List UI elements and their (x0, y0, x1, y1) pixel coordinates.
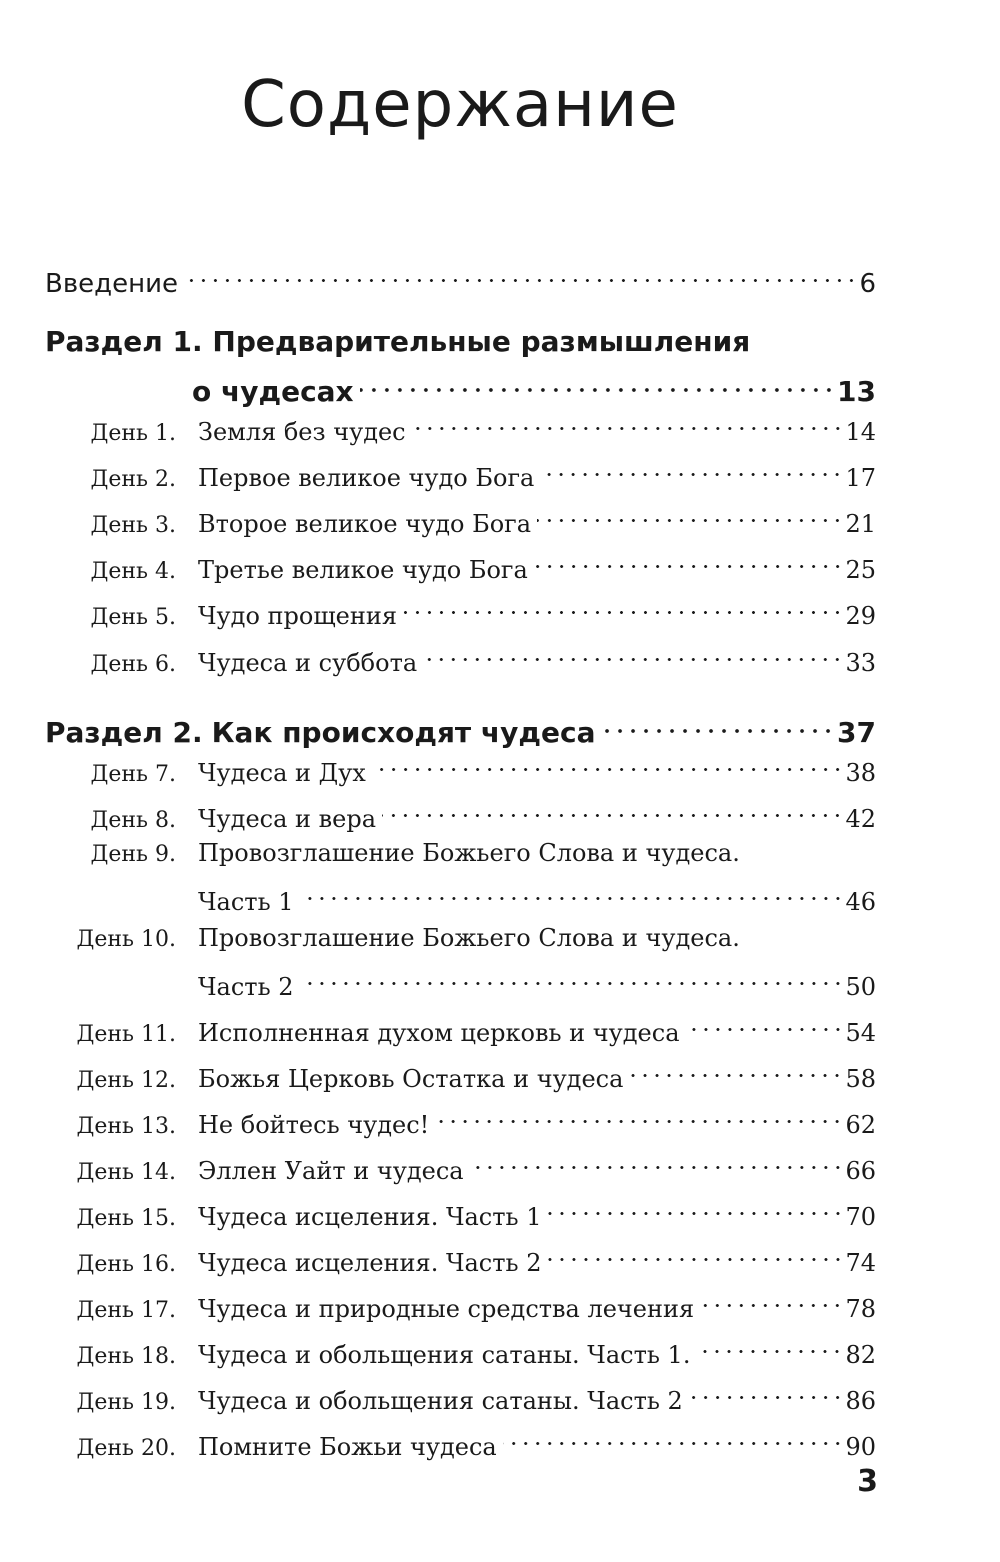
entry-title: Не бойтесь чудес! (198, 1111, 430, 1139)
toc-entry-day-3[interactable] (40, 492, 876, 538)
day-label: День 8. (90, 808, 176, 833)
day-label: День 4. (90, 559, 176, 584)
day-label: День 7. (90, 762, 176, 787)
toc-entry-day-9[interactable] (40, 833, 740, 875)
toc-entry-day-13[interactable] (40, 1093, 876, 1139)
day-label: День 3. (90, 513, 176, 538)
day-label: День 12. (76, 1068, 176, 1093)
page-title: Содержание (241, 68, 679, 142)
page-number: 74 (845, 1249, 876, 1277)
entry-title: Чудеса исцеления. Часть 1 (198, 1203, 542, 1231)
page-number: 38 (845, 759, 876, 787)
toc-entry-day-12[interactable] (40, 1047, 876, 1093)
dot-leader (548, 1231, 844, 1271)
entry-title: Первое великое чудо Бога (198, 464, 535, 492)
toc-entry-day-19[interactable] (40, 1369, 876, 1415)
toc-entry-day-16[interactable] (40, 1231, 876, 1277)
section-2-heading[interactable] (45, 702, 876, 749)
page-number: 66 (845, 1157, 876, 1185)
toc-entry-day-7[interactable] (40, 741, 876, 787)
page-number: 14 (845, 418, 876, 446)
page-number: 62 (845, 1111, 876, 1139)
entry-title: Третье великое чудо Бога (198, 556, 528, 584)
page-number: 54 (845, 1019, 876, 1047)
toc-entry-day-20[interactable] (40, 1415, 876, 1461)
day-label: День 2. (90, 467, 176, 492)
page-number: 25 (845, 556, 876, 584)
entry-title: Чудеса и суббота (198, 649, 418, 677)
page-number: 90 (845, 1433, 876, 1461)
dot-leader (423, 631, 843, 671)
entry-title: Помните Божьи чудеса (198, 1433, 497, 1461)
page-number: 37 (837, 716, 876, 749)
toc-entry-intro[interactable] (45, 252, 876, 299)
day-label: День 15. (76, 1206, 176, 1231)
toc-entry-day-5[interactable] (40, 584, 876, 630)
entry-title: Провозглашение Божьего Слова и чудеса. (198, 924, 740, 952)
dot-leader (686, 1001, 844, 1041)
entry-title: Провозглашение Божьего Слова и чудеса. (198, 839, 740, 867)
toc-entry-day-4[interactable] (40, 538, 876, 584)
dot-leader (372, 741, 844, 781)
page-number-footer: 3 (857, 1464, 878, 1499)
toc-entry-day-2[interactable] (40, 446, 876, 492)
page-number: 70 (845, 1203, 876, 1231)
dot-leader (470, 1139, 844, 1179)
toc-entry-day-15[interactable] (40, 1185, 876, 1231)
dot-leader (382, 787, 843, 827)
entry-title: Чудеса и обольщения сатаны. Часть 2 (198, 1387, 683, 1415)
dot-leader (689, 1369, 844, 1409)
page-number: 17 (845, 464, 876, 492)
toc-entry-day-1[interactable] (40, 400, 876, 446)
toc-entry-day-8[interactable] (40, 787, 876, 833)
day-label: День 10. (76, 927, 176, 952)
day-label: День 18. (76, 1344, 176, 1369)
day-label: День 19. (76, 1390, 176, 1415)
entry-title: Чудеса и природные средства лечения (198, 1295, 695, 1323)
dot-leader (503, 1415, 844, 1455)
day-label: День 16. (76, 1252, 176, 1277)
day-label: День 14. (76, 1160, 176, 1185)
page-number: 86 (845, 1387, 876, 1415)
entry-title: Чудо прощения (198, 602, 397, 630)
dot-leader (360, 361, 835, 401)
day-label: День 17. (76, 1298, 176, 1323)
dot-leader (300, 870, 844, 910)
dot-leader (537, 492, 843, 532)
dot-leader (540, 446, 843, 486)
day-label: День 13. (76, 1114, 176, 1139)
dot-leader (696, 1323, 843, 1363)
entry-title: Божья Церковь Остатка и чудеса (198, 1065, 624, 1093)
day-label: День 9. (90, 842, 176, 867)
page-number: 82 (845, 1341, 876, 1369)
toc-entry-day-14[interactable] (40, 1139, 876, 1185)
day-label: День 20. (76, 1436, 176, 1461)
day-label: День 1. (90, 421, 176, 446)
entry-title: Введение (45, 269, 179, 299)
day-label: День 5. (90, 605, 176, 630)
toc-entry-day-10-cont[interactable] (198, 955, 876, 1001)
section-1-heading-cont[interactable] (192, 361, 876, 408)
entry-title-cont: Часть 1 (198, 888, 294, 916)
dot-leader (403, 584, 843, 624)
dot-leader (534, 538, 844, 578)
entry-title: Второе великое чудо Бога (198, 510, 532, 538)
section-label: Раздел 1. (45, 325, 203, 358)
entry-title: Земля без чудес (198, 418, 406, 446)
page-number: 50 (845, 973, 876, 1001)
dot-leader (412, 400, 844, 440)
page-number: 33 (845, 649, 876, 677)
toc-entry-day-10[interactable] (40, 918, 740, 960)
toc-entry-day-9-cont[interactable] (198, 870, 876, 916)
section-title-line2: о чудесах (192, 375, 354, 408)
page-number: 29 (845, 602, 876, 630)
dot-leader (184, 252, 857, 292)
entry-title: Эллен Уайт и чудеса (198, 1157, 464, 1185)
page-number: 58 (845, 1065, 876, 1093)
page-number: 21 (845, 510, 876, 538)
toc-entry-day-17[interactable] (40, 1277, 876, 1323)
page-number: 13 (837, 375, 876, 408)
entry-title: Исполненная духом церковь и чудеса (198, 1019, 680, 1047)
day-label: День 6. (90, 652, 176, 677)
entry-title: Чудеса и обольщения сатаны. Часть 1. (198, 1341, 691, 1369)
page-number: 42 (845, 805, 876, 833)
page-number: 6 (859, 269, 876, 299)
dot-leader (700, 1277, 843, 1317)
section-title: Как происходят чудеса (211, 716, 596, 749)
dot-leader (629, 1047, 843, 1087)
toc-entry-day-18[interactable] (40, 1323, 876, 1369)
dot-leader (300, 955, 844, 995)
section-label: Раздел 2. (45, 716, 203, 749)
entry-title: Чудеса и вера (198, 805, 377, 833)
dot-leader (548, 1185, 844, 1225)
section-title-line1: Предварительные размышления (212, 325, 751, 358)
page-number: 46 (845, 888, 876, 916)
dot-leader (601, 702, 835, 742)
entry-title: Чудеса и Дух (198, 759, 366, 787)
dot-leader (435, 1093, 843, 1133)
toc-entry-day-6[interactable] (40, 631, 876, 677)
entry-title: Чудеса исцеления. Часть 2 (198, 1249, 542, 1277)
section-1-heading[interactable] (45, 322, 750, 362)
page-number: 78 (845, 1295, 876, 1323)
day-label: День 11. (76, 1022, 176, 1047)
entry-title-cont: Часть 2 (198, 973, 294, 1001)
toc-entry-day-11[interactable] (40, 1001, 876, 1047)
